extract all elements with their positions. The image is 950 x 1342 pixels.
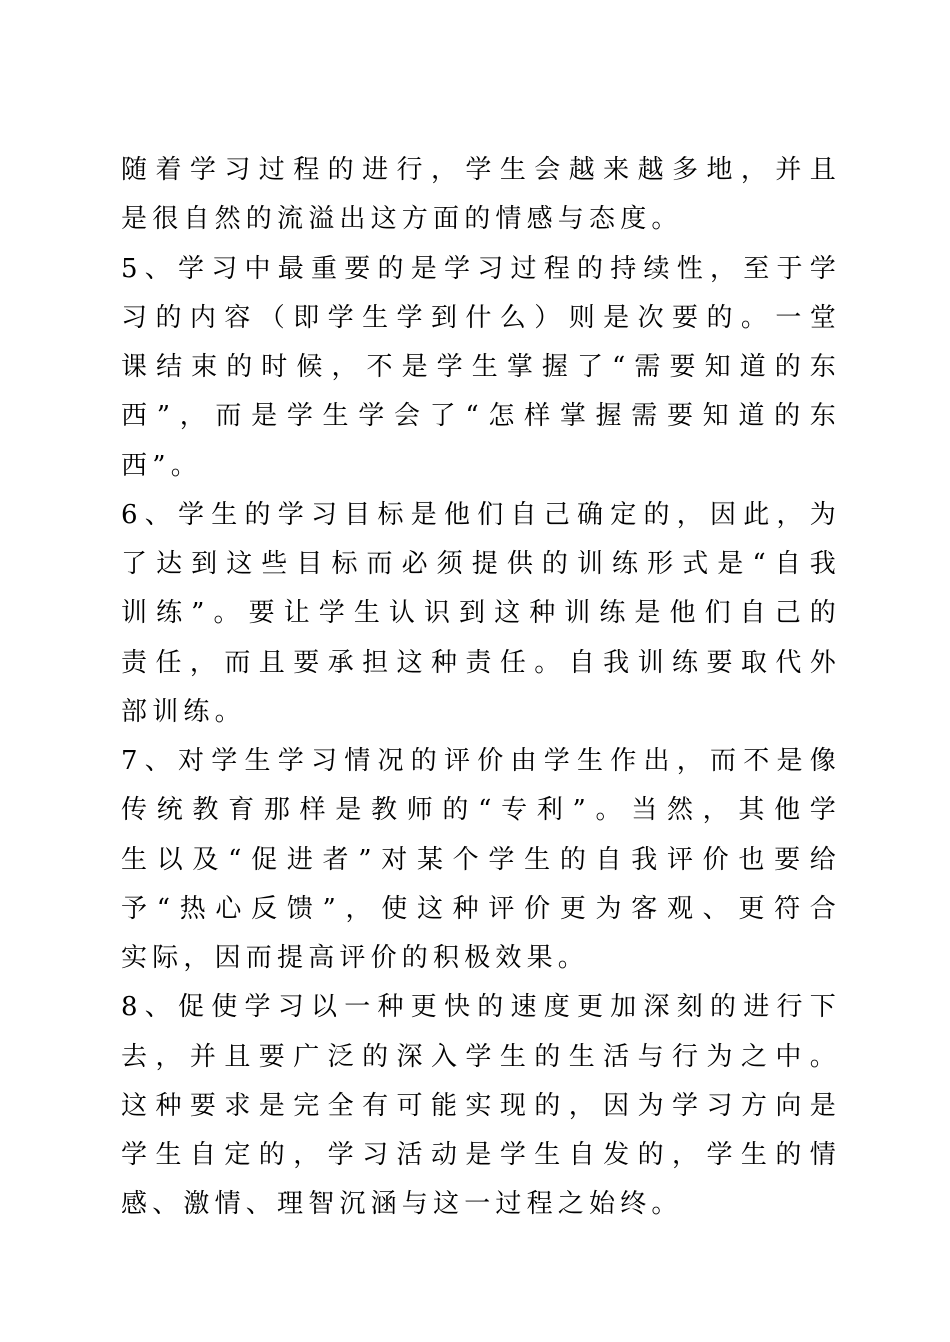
text-line: 6、学生的学习目标是他们自己确定的，因此，为: [121, 500, 841, 530]
text-line: 训练”。要让学生认识到这种训练是他们自己的: [121, 598, 841, 628]
text-line: 责任，而且要承担这种责任。自我训练要取代外: [121, 648, 841, 678]
text-line: 课结束的时候，不是学生掌握了“需要知道的东: [121, 352, 841, 382]
text-line: 学生自定的，学习活动是学生自发的，学生的情: [121, 1140, 841, 1170]
text-line: 习的内容（即学生学到什么）则是次要的。一堂: [121, 303, 841, 333]
text-line: 7、对学生学习情况的评价由学生作出，而不是像: [121, 746, 841, 776]
text-line: 传统教育那样是教师的“专利”。当然，其他学: [121, 795, 841, 825]
text-line: 8、促使学习以一种更快的速度更加深刻的进行下: [121, 992, 841, 1022]
text-line: 是很自然的流溢出这方面的情感与态度。: [121, 204, 683, 234]
text-line: 5、学习中最重要的是学习过程的持续性，至于学: [121, 254, 841, 284]
text-line: 去，并且要广泛的深入学生的生活与行为之中。: [121, 1042, 841, 1072]
text-line: 这种要求是完全有可能实现的，因为学习方向是: [121, 1091, 841, 1121]
text-line: 随着学习过程的进行，学生会越来越多地，并且: [121, 155, 841, 185]
text-line: 予“热心反馈”，使这种评价更为客观、更符合: [121, 894, 841, 924]
text-line: 部训练。: [121, 697, 246, 727]
text-line: 了达到这些目标而必须提供的训练形式是“自我: [121, 549, 841, 579]
text-line: 西”，而是学生学会了“怎样掌握需要知道的东: [121, 401, 841, 431]
text-line: 生以及“促进者”对某个学生的自我评价也要给: [121, 845, 841, 875]
text-line: 西”。: [121, 451, 202, 481]
text-line: 实际，因而提高评价的积极效果。: [121, 943, 590, 973]
text-line: 感、激情、理智沉涵与这一过程之始终。: [121, 1189, 683, 1219]
